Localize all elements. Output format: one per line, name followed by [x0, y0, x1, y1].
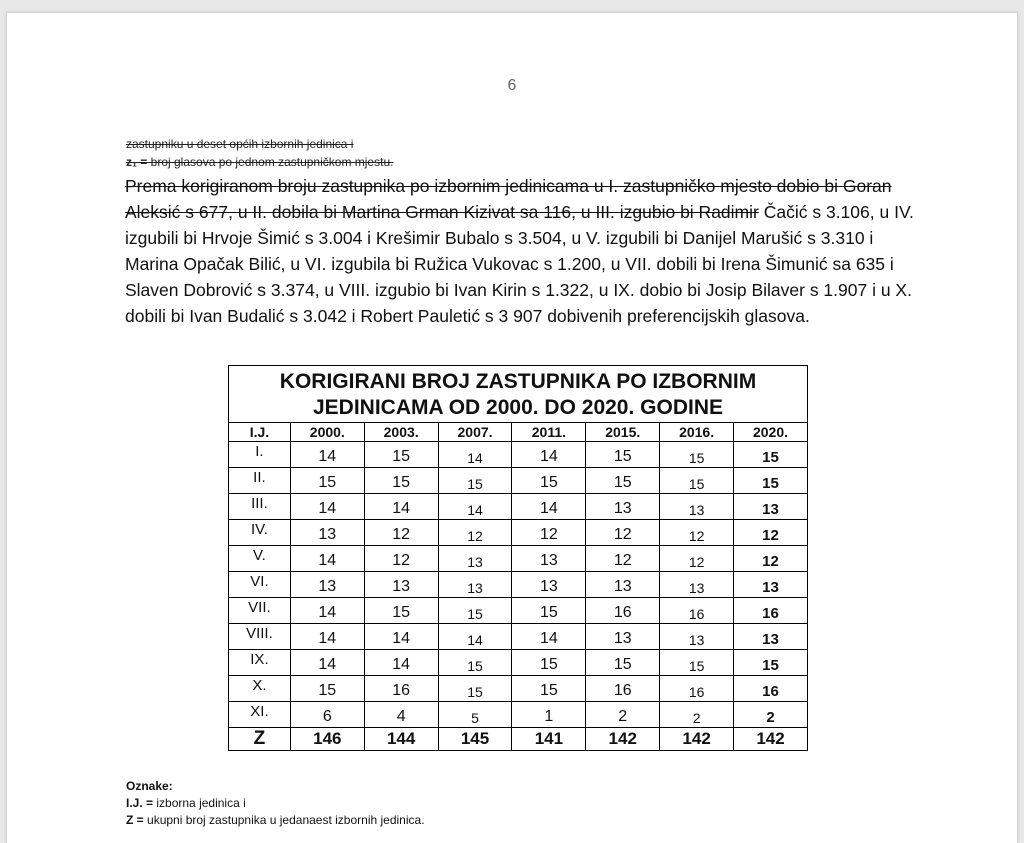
row-label: X.	[229, 676, 291, 702]
table-row	[229, 572, 808, 598]
total-row	[229, 728, 808, 751]
table-cell: 13	[734, 572, 808, 598]
table-cell: 15	[512, 598, 586, 624]
table-cell: 15	[586, 468, 660, 494]
table-cell: 13	[660, 572, 734, 598]
row-label: IV.	[229, 520, 291, 546]
table-cell: 15	[364, 598, 438, 624]
table-cell: 13	[586, 624, 660, 650]
table-cell: 13	[586, 494, 660, 520]
table-cell: 15	[364, 468, 438, 494]
column-header: I.J.	[229, 423, 291, 442]
table-cell: 15	[290, 468, 364, 494]
table-cell: 16	[734, 676, 808, 702]
total-cell: 145	[438, 728, 512, 751]
table-cell: 13	[438, 546, 512, 572]
document-page	[6, 12, 1018, 843]
table-cell: 15	[512, 676, 586, 702]
table-cell: 13	[438, 572, 512, 598]
table-cell: 13	[660, 494, 734, 520]
table-cell: 12	[734, 546, 808, 572]
table-cell: 13	[734, 494, 808, 520]
row-label: VIII.	[229, 624, 291, 650]
paragraph-text: Čačić s 3.106, u IV. izgubili bi Hrvoje Šimić s 3.004 i Krešimir Bubalo s 3.504, u V. izgubili bi Danijel Marušić s 3.310 i Marina Opačak Bilić, u VI. izgubila bi Ružica Vukovac s 1.200, u VII. dobili bi Irena Šimunić sa 635 i Slaven Dobrović s 3.374, u VIII. izgubio bi Ivan Kirin s 1.322, u IX. dobio bi Josip Bilaver s 1.907 i u X. dobili bi Ivan Budalić s 3.042 i Robert Pauletić s 3 907 dobivenih preferencijskih glasova.	[125, 202, 914, 326]
table-cell: 1	[512, 702, 586, 728]
table-row	[229, 442, 808, 468]
row-label: XI.	[229, 702, 291, 728]
table-cell: 15	[438, 676, 512, 702]
formula-line-1-text: zastupniku u deset općih izbornih jedinica i	[126, 137, 354, 151]
table-cell: 13	[364, 572, 438, 598]
table-cell: 12	[512, 520, 586, 546]
total-cell: 141	[512, 728, 586, 751]
table-cell: 13	[734, 624, 808, 650]
formula-line-2-text: broj glasova po jednom zastupničkom mjestu.	[150, 155, 394, 169]
legend-text: ukupni broj zastupnika u jedanaest izbornih jedinica.	[147, 813, 425, 827]
table-cell: 14	[290, 442, 364, 468]
table-cell: 15	[586, 650, 660, 676]
table-cell: 13	[290, 572, 364, 598]
table-cell: 14	[438, 494, 512, 520]
table-row	[229, 468, 808, 494]
table-cell: 5	[438, 702, 512, 728]
table-cell: 12	[734, 520, 808, 546]
table-cell: 15	[438, 468, 512, 494]
legend-heading-text: Oznake:	[126, 779, 173, 793]
column-header: 2015.	[586, 423, 660, 442]
column-header: 2011.	[512, 423, 586, 442]
representatives-table	[228, 365, 808, 751]
table-row	[229, 676, 808, 702]
table-cell: 12	[586, 546, 660, 572]
table-cell: 16	[660, 598, 734, 624]
table-cell: 16	[364, 676, 438, 702]
row-label: V.	[229, 546, 291, 572]
table-cell: 15	[734, 650, 808, 676]
table-title	[229, 366, 808, 423]
table-cell: 16	[734, 598, 808, 624]
table-cell: 14	[290, 598, 364, 624]
total-cell: 142	[660, 728, 734, 751]
legend-key: Z =	[126, 813, 144, 827]
row-label: IX.	[229, 650, 291, 676]
table-cell: 15	[734, 468, 808, 494]
table-cell: 4	[364, 702, 438, 728]
page-number: 6	[507, 77, 517, 94]
table-cell: 13	[512, 546, 586, 572]
table-cell: 16	[586, 676, 660, 702]
row-label: III.	[229, 494, 291, 520]
table-cell: 15	[734, 442, 808, 468]
table-cell: 2	[734, 702, 808, 728]
formula-line-2	[126, 155, 393, 169]
column-header: 2020.	[734, 423, 808, 442]
table-cell: 16	[586, 598, 660, 624]
row-label: II.	[229, 468, 291, 494]
table-cell: 15	[512, 468, 586, 494]
table-cell: 2	[660, 702, 734, 728]
table-cell: 12	[660, 546, 734, 572]
table-row	[229, 520, 808, 546]
table-cell: 14	[512, 442, 586, 468]
table-cell: 14	[364, 494, 438, 520]
table-cell: 14	[512, 494, 586, 520]
row-label: I.	[229, 442, 291, 468]
table-cell: 14	[290, 624, 364, 650]
row-label: VII.	[229, 598, 291, 624]
table-row	[229, 546, 808, 572]
table-cell: 12	[364, 546, 438, 572]
table-cell: 15	[660, 442, 734, 468]
legend-text: izborna jedinica i	[156, 796, 246, 810]
table-cell: 14	[512, 624, 586, 650]
table-cell: 14	[290, 650, 364, 676]
table-cell: 13	[290, 520, 364, 546]
column-header: 2007.	[438, 423, 512, 442]
table-cell: 15	[660, 468, 734, 494]
total-cell: 144	[364, 728, 438, 751]
column-header: 2000.	[290, 423, 364, 442]
paragraph-struck-text: Prema korigiranom broju zastupnika po izbornim jedinicama u I. zastupničko mjesto dobio bi Goran Aleksić s 677, u II. dobila bi Martina Grman Kizivat sa 116, u III. izgubio bi Radimir	[125, 176, 892, 222]
total-cell: 142	[734, 728, 808, 751]
table-cell: 14	[364, 650, 438, 676]
legend-key: I.J. =	[126, 796, 154, 810]
legend-item	[126, 813, 425, 827]
formula-line-2-label: z₁ =	[126, 155, 148, 169]
table-row	[229, 650, 808, 676]
table-cell: 12	[364, 520, 438, 546]
table-cell: 15	[438, 650, 512, 676]
table-cell: 12	[586, 520, 660, 546]
total-cell: 142	[586, 728, 660, 751]
table-row	[229, 624, 808, 650]
table-cell: 15	[290, 676, 364, 702]
table-cell: 13	[586, 572, 660, 598]
body-paragraph	[125, 173, 915, 329]
table-cell: 12	[438, 520, 512, 546]
table-cell: 6	[290, 702, 364, 728]
table-cell: 15	[438, 598, 512, 624]
table-row	[229, 702, 808, 728]
table-cell: 15	[364, 442, 438, 468]
column-header: 2003.	[364, 423, 438, 442]
table-cell: 2	[586, 702, 660, 728]
table-cell: 14	[438, 442, 512, 468]
column-header: 2016.	[660, 423, 734, 442]
table-cell: 15	[660, 650, 734, 676]
table-row	[229, 494, 808, 520]
legend-heading	[126, 779, 173, 793]
table-cell: 15	[512, 650, 586, 676]
table-cell: 14	[290, 546, 364, 572]
total-cell: 146	[290, 728, 364, 751]
table-cell: 16	[660, 676, 734, 702]
table-title-line-1: KORIGIRANI BROJ ZASTUPNIKA PO IZBORNIM	[279, 370, 757, 393]
table-cell: 13	[660, 624, 734, 650]
table-row	[229, 598, 808, 624]
total-label: Z	[229, 728, 291, 751]
table-header-row	[229, 423, 808, 442]
table-title-line-2: JEDINICAMA OD 2000. DO 2020. GODINE	[312, 396, 723, 419]
table-cell: 14	[364, 624, 438, 650]
table-cell: 13	[512, 572, 586, 598]
table-cell: 14	[438, 624, 512, 650]
formula-line-1	[126, 137, 353, 151]
table-cell: 12	[660, 520, 734, 546]
legend-item	[126, 796, 246, 810]
table-cell: 14	[290, 494, 364, 520]
table-cell: 15	[586, 442, 660, 468]
row-label: VI.	[229, 572, 291, 598]
